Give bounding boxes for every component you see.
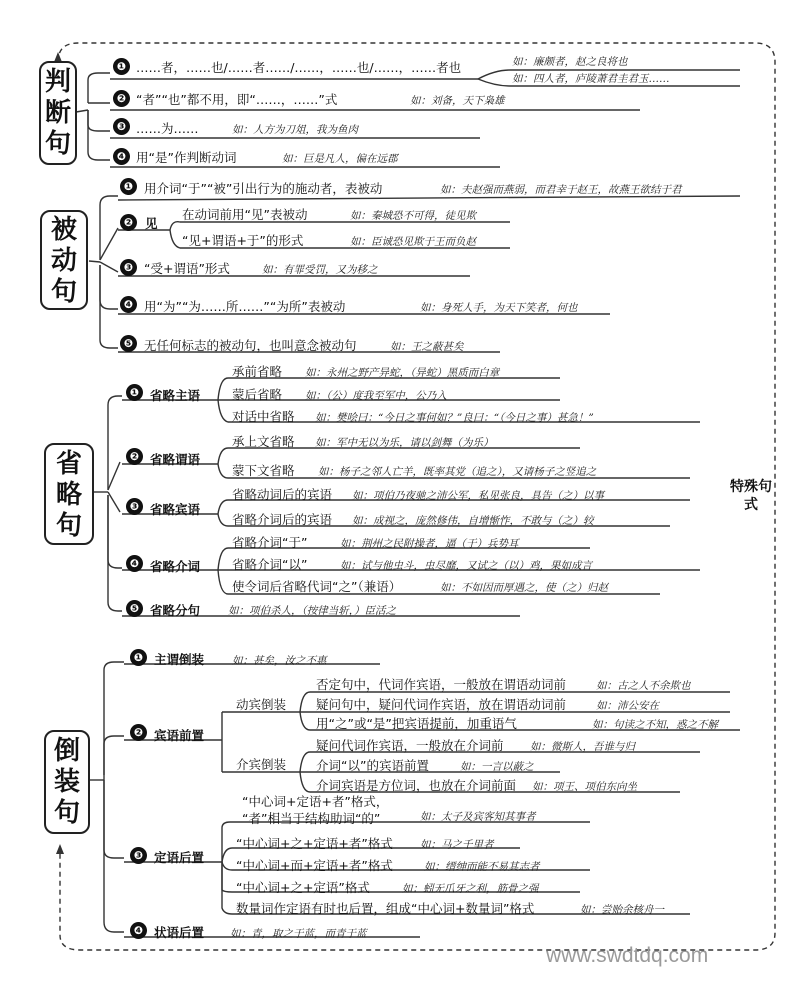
category-box-judgment: 判断句 [39,61,77,165]
passive-item-2: 见 [145,216,158,231]
omission-example-1a: 如：永州之野产异蛇，（异蛇）黑质而白章 [305,367,500,379]
judgment-item-1: ……者，……也/……者……/……，……也/……，……者也 [136,60,462,75]
judgment-example-1b: 如：四人者，庐陵萧君圭君玉…… [512,73,670,85]
judgment-example-3: 如：人方为刀俎，我为鱼肉 [232,124,358,136]
omission-item-1a: 承前省略 [232,364,283,379]
number-badge: ❶ [113,58,130,75]
inversion-item-d5: 数量词作定语有时也后置，组成“中心词+数量词”格式 [236,901,535,916]
passive-example-4: 如：身死人手，为天下笑者，何也 [420,302,578,314]
number-badge: ❷ [120,214,137,231]
passive-item-4: 用“为”“为……所……”“为所”表被动 [144,299,346,314]
omission-item-2a: 承上文省略 [232,434,295,449]
omission-group-5: 省略分句 [150,603,201,618]
inversion-item-pc: 介词宾语是方位词，也放在介词前面 [316,778,517,793]
category-box-omission: 省略句 [44,443,94,545]
omission-item-4b: 省略介词“以” [232,557,308,572]
inversion-example-d2: 如：马之千里者 [420,839,494,851]
inversion-item-vb: 疑问句中，疑问代词作宾语，放在谓语动词前 [316,697,567,712]
omission-item-3a: 省略动词后的宾语 [232,487,333,502]
number-badge: ❸ [130,847,147,864]
number-badge: ❶ [130,649,147,666]
passive-item-3: “受+谓语”形式 [144,261,230,276]
omission-item-1c: 对话中省略 [232,409,295,424]
omission-item-1b: 蒙后省略 [232,387,283,402]
category-box-inversion: 倒装句 [44,730,90,834]
passive-item-2a: 在动词前用“见”表被动 [182,207,308,222]
inversion-item-d3: “中心词+而+定语+者”格式 [236,858,393,873]
omission-example-3b: 如：成视之，庞然修伟，自增惭怍，不敢与（之）较 [352,515,594,527]
inversion-example-1: 如：甚矣，汝之不惠 [232,655,327,667]
judgment-item-4: 用“是”作判断动词 [136,150,237,165]
number-badge: ❶ [120,178,137,195]
omission-example-5: 如：项伯杀人，（按律当斩，）臣活之 [228,605,396,617]
category-box-passive: 被动句 [40,210,88,310]
number-badge: ❷ [126,448,143,465]
number-badge: ❺ [120,335,137,352]
passive-item-2b: “见+谓语+于”的形式 [182,233,304,248]
inversion-example-d1: 如：太子及宾客知其事者 [420,811,536,823]
number-badge: ❺ [126,600,143,617]
number-badge: ❹ [120,296,137,313]
inversion-example-4: 如：青，取之于蓝，而青于蓝 [230,928,367,940]
inversion-item-d2: “中心词+之+定语+者”格式 [236,836,393,851]
inversion-group-4: 状语后置 [154,925,205,940]
inversion-example-vb: 如：沛公安在 [596,700,659,712]
inversion-example-va: 如：古之人不余欺也 [596,680,691,692]
number-badge: ❸ [113,118,130,135]
inversion-subgroup-prep: 介宾倒装 [236,757,287,772]
omission-example-4c: 如：不如因而厚遇之，使（之）归赵 [440,582,608,594]
judgment-item-2: “者”“也”都不用，即“……，……”式 [136,92,338,107]
inversion-example-d5: 如：尝贻余核舟一 [580,904,664,916]
number-badge: ❷ [130,724,147,741]
judgment-example-4: 如：巨是凡人，偏在远郡 [282,153,398,165]
inversion-example-d4: 如：蚓无爪牙之利，筋骨之强 [402,883,539,895]
omission-group-1: 省略主语 [150,388,201,403]
omission-example-3a: 如：项伯乃夜驰之沛公军，私见张良，具告（之）以事 [352,490,604,502]
inversion-group-1: 主谓倒装 [154,652,205,667]
inversion-item-d1a: “中心词+定语+者”格式， [242,794,389,809]
number-badge: ❹ [130,922,147,939]
omission-item-2b: 蒙下文省略 [232,463,295,478]
omission-group-2: 省略谓语 [150,452,201,467]
passive-example-2a: 如：秦城恐不可得，徒见欺 [350,210,476,222]
omission-item-4a: 省略介词“于” [232,535,308,550]
frame-arrow-bottom [56,844,64,854]
passive-example-2b: 如：臣诚恐见欺于王而负赵 [350,236,476,248]
inversion-item-d1b: “者”相当于结构助词“的” [242,811,381,826]
passive-example-1: 如：夫赵强而燕弱，而君幸于赵王，故燕王欲结于君 [440,184,682,196]
inversion-example-pb: 如：一言以蔽之 [460,761,534,773]
number-badge: ❹ [113,148,130,165]
passive-example-5: 如：王之蔽甚矣 [390,341,464,353]
omission-group-3: 省略宾语 [150,502,201,517]
number-badge: ❷ [113,90,130,107]
omission-item-3b: 省略介词后的宾语 [232,512,333,527]
inversion-group-2: 宾语前置 [154,728,205,743]
inversion-item-pa: 疑问代词作宾语，一般放在介词前 [316,738,504,753]
inversion-item-va: 否定句中，代词作宾语，一般放在谓语动词前 [316,677,567,692]
number-badge: ❸ [120,259,137,276]
judgment-example-1a: 如：廉颇者，赵之良将也 [512,56,628,68]
passive-example-3: 如：有罪受罚，又为移之 [262,264,378,276]
omission-group-4: 省略介词 [150,559,201,574]
number-badge: ❹ [126,555,143,572]
number-badge: ❶ [126,384,143,401]
inversion-example-pa: 如：微斯人，吾谁与归 [530,741,635,753]
passive-item-1: 用介词“于”“被”引出行为的施动者，表被动 [144,181,383,196]
omission-example-2a: 如：军中无以为乐，请以剑舞（为乐） [315,437,494,449]
inversion-item-pb: 介词“以”的宾语前置 [316,758,429,773]
inversion-example-d3: 如：缙绅而能不易其志者 [424,861,540,873]
number-badge: ❸ [126,498,143,515]
inversion-item-d4: “中心词+之+定语”格式 [236,880,370,895]
omission-example-1c: 如：樊哙曰：“今日之事何如？”良曰：“（今日之事）甚急！” [315,412,594,424]
watermark: www.swdtdq.com [546,944,709,967]
judgment-example-2: 如：刘备，天下枭雄 [410,95,505,107]
omission-example-2b: 如：杨子之邻人亡羊，既率其党（追之），又请杨子之竖追之 [318,466,597,478]
omission-example-4a: 如：荆州之民附操者，逼（于）兵势耳 [340,538,519,550]
omission-example-1b: 如：（公）度我至军中，公乃入 [305,390,447,402]
root-label: 特殊句式 [730,479,772,513]
judgment-item-3: ……为…… [136,121,199,136]
inversion-example-vc: 如：句读之不知，惑之不解 [592,719,718,731]
omission-item-4c: 使令词后省略代词“之”（兼语） [232,579,402,594]
omission-example-4b: 如：试与他虫斗，虫尽靡，又试之（以）鸡，果如成言 [340,560,592,572]
passive-item-5: 无任何标志的被动句，也叫意念被动句 [144,338,357,353]
inversion-group-3: 定语后置 [154,850,205,865]
inversion-example-pc: 如：项王、项伯东向坐 [532,781,637,793]
inversion-subgroup-verb: 动宾倒装 [236,697,287,712]
inversion-item-vc: 用“之”或“是”把宾语提前，加重语气 [316,716,517,731]
